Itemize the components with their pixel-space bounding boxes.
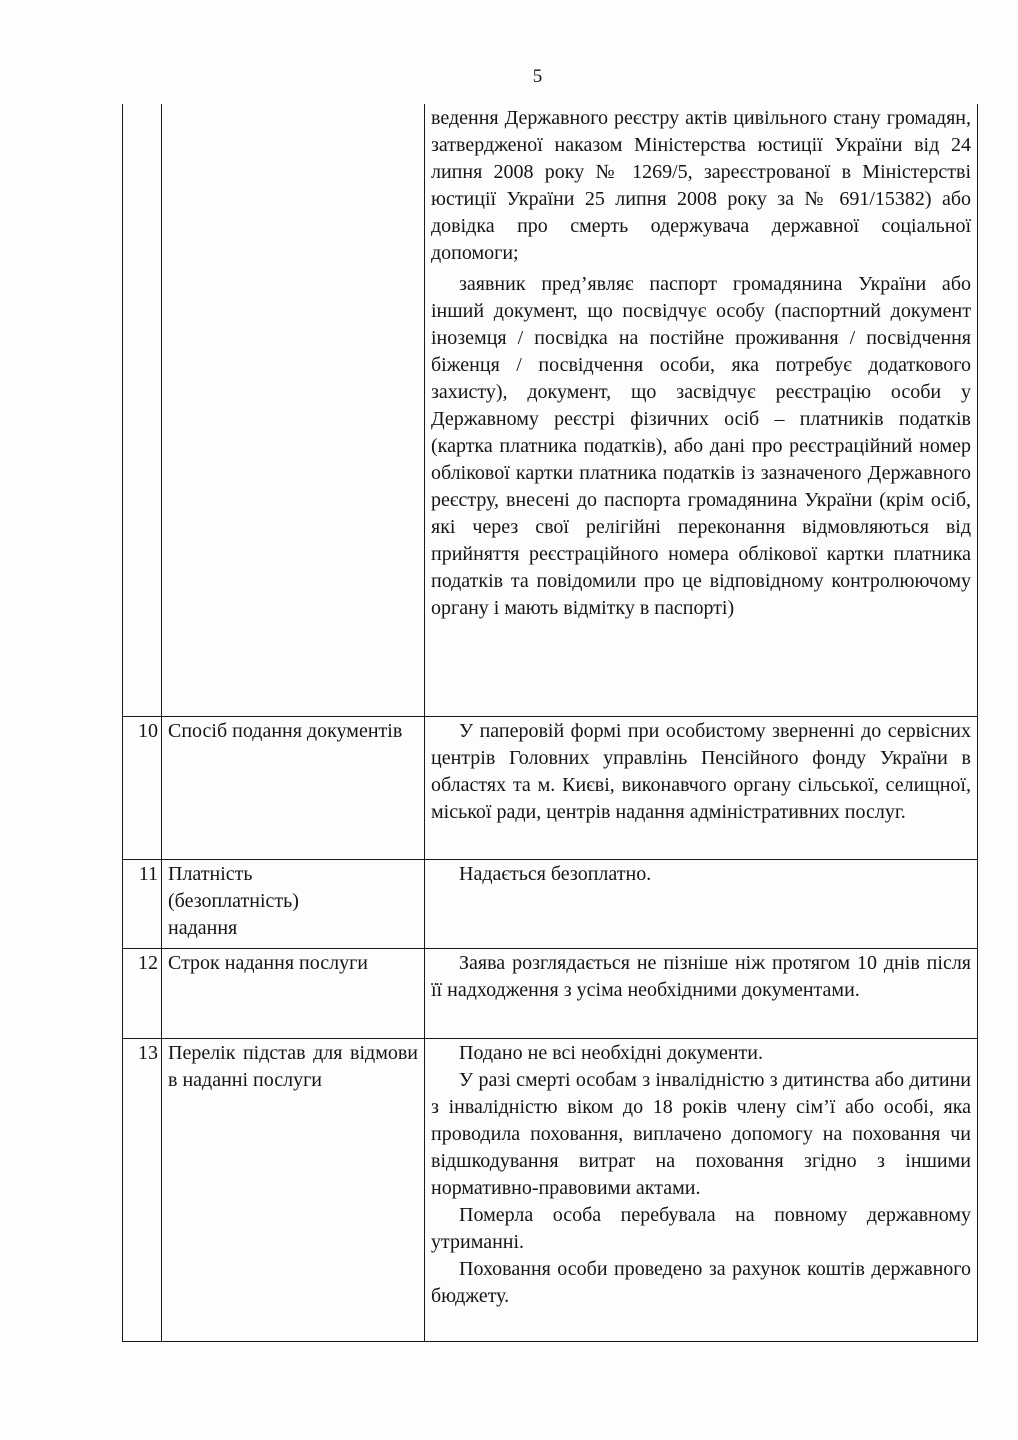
row-number: 11 (123, 859, 162, 948)
description-paragraph: Надається безоплатно. (459, 862, 652, 885)
table-row-submission-method (123, 716, 978, 859)
row-number: 12 (123, 948, 162, 1038)
table-row-continuation (123, 104, 978, 716)
row-description (425, 859, 978, 948)
row-name: Платність (безоплатність) надання (162, 859, 425, 948)
row-description (425, 716, 978, 859)
row-name: Спосіб подання документів (162, 716, 425, 859)
row-description (425, 948, 978, 1038)
page-number: 5 (532, 66, 543, 87)
row-number: 10 (123, 716, 162, 859)
description-paragraph: заявник пред’являє паспорт громадянина України або інший документ, що посвідчує особу (паспортний документ іноземця / посвідка на постійне проживання / посвідчення біженця / посвідчення особи, яка потребує додаткового захисту), документ, що засвідчує реєстрацію особи у Державному реєстрі фізичних осіб – платників податків (картка платника податків), або дані про реєстраційний номер облікової картки платника податків із зазначеного Державного реєстру, внесені до паспорта громадянина України (крім осіб, які через свої релігійні переконання відмовляються від прийняття реєстраційного номера облікової картки платника податків та повідомили про це відповідному контролюючому органу і мають відмітку в паспорті) (431, 273, 971, 619)
row-number (123, 104, 162, 716)
table-row-payment (123, 859, 978, 948)
description-paragraph: Подано не всі необхідні документи. (459, 1041, 763, 1064)
description-paragraph: Померла особа перебувала на повному державному утриманні. (431, 1203, 971, 1253)
table-row-term (123, 948, 978, 1038)
description-paragraph: ведення Державного реєстру актів цивільного стану громадян, затвердженої наказом Міністерства юстиції України від 24 липня 2008 року № 1269/5, зареєстрованої в Міністерстві юстиції України 25 липня 2008 року за № 691/15382) або довідка про смерть одержувача державної соціальної допомоги; (431, 107, 971, 264)
row-description (425, 104, 978, 716)
description-paragraph: У разі смерті особам з інвалідністю з дитинства або дитини з інвалідністю віком до 18 років члену сім’ї або особі, яка проводила поховання, виплачено допомогу на поховання чи відшкодування витрат на поховання згідно з іншими нормативно-правовими актами. (431, 1068, 971, 1199)
description-paragraph: Заява розглядається не пізніше ніж протягом 10 днів після її надходження з усіма необхідними документами. (431, 951, 971, 1001)
description-paragraph: Поховання особи проведено за рахунок коштів державного бюджету. (431, 1257, 971, 1307)
service-info-table (122, 104, 978, 1342)
row-name: Строк надання послуги (162, 948, 425, 1038)
row-description (425, 1038, 978, 1341)
description-paragraph: У паперовій формі при особистому зверненні до сервісних центрів Головних управлінь Пенсійного фонду України в областях та м. Києві, виконавчого органу сільської, селищної, міської ради, центрів надання адміністративних послуг. (431, 719, 971, 823)
row-number: 13 (123, 1038, 162, 1341)
row-name (162, 104, 425, 716)
table-row-refusal-grounds (123, 1038, 978, 1341)
row-name: Перелік підстав для відмови в наданні послуги (162, 1038, 425, 1341)
